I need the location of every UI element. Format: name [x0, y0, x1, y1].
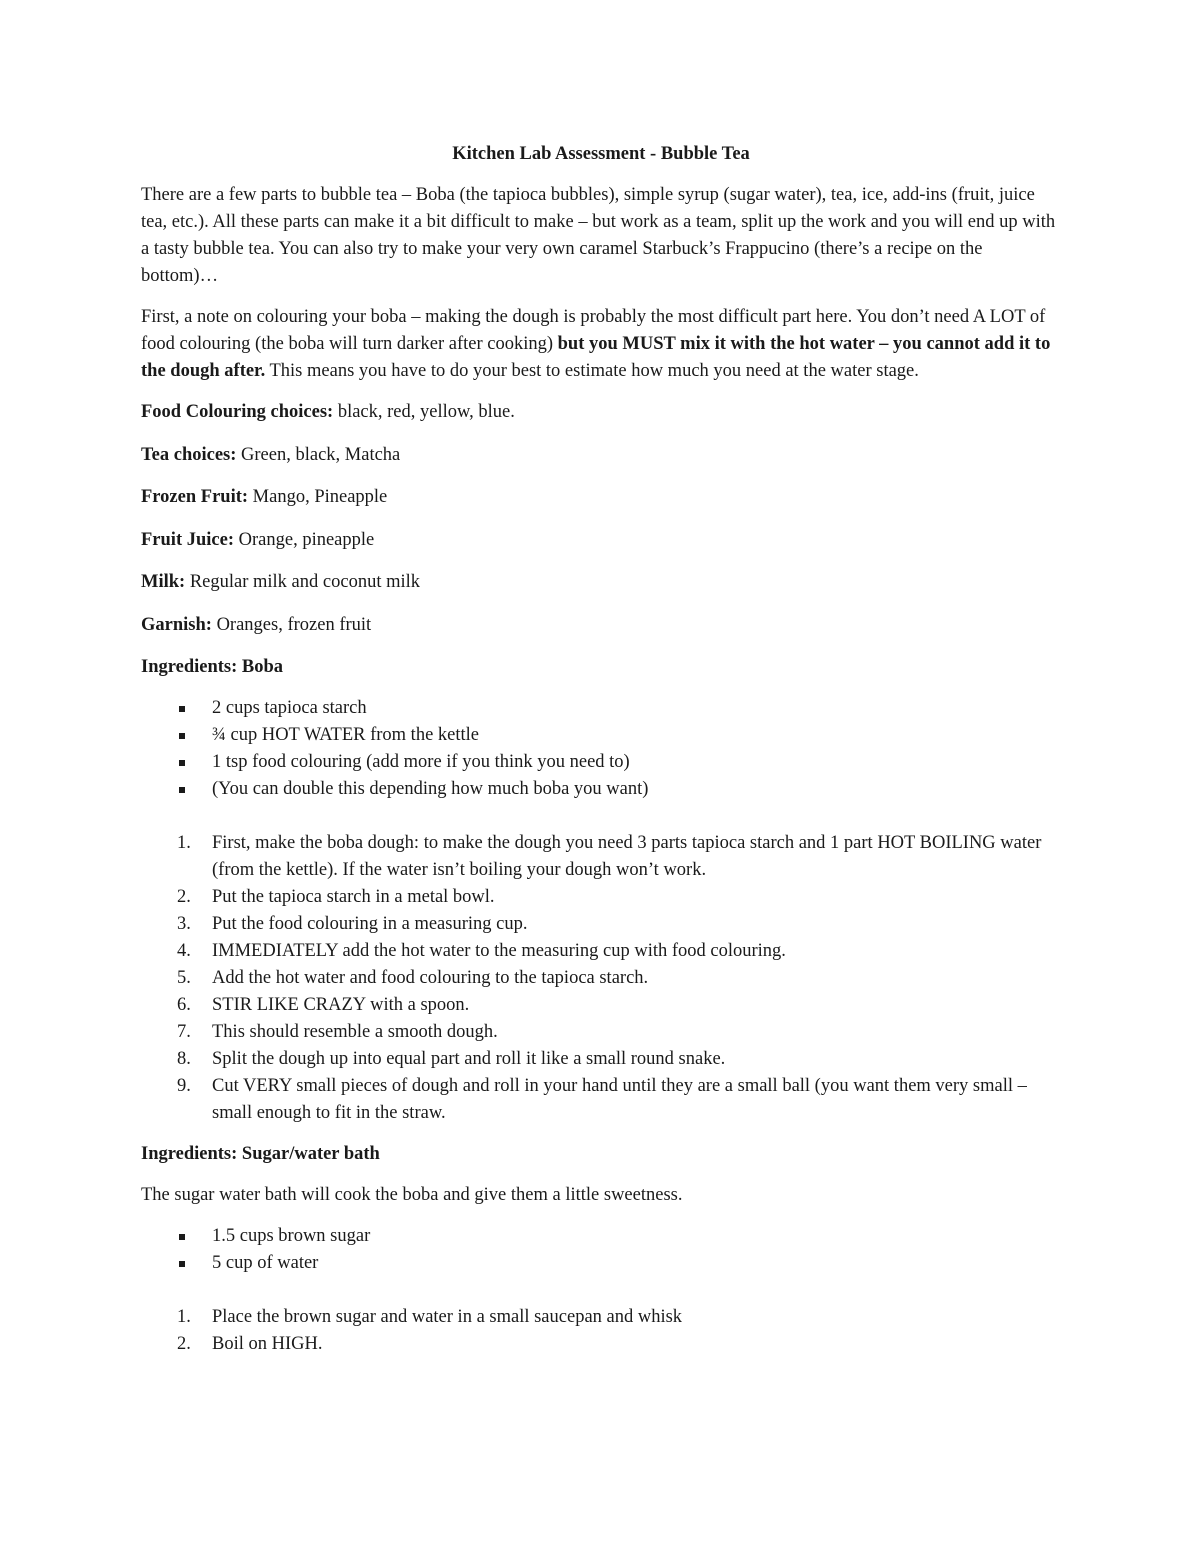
- boba-heading: Ingredients: Boba: [141, 657, 284, 677]
- option-label: Fruit Juice:: [141, 529, 234, 550]
- step-text: STIR LIKE CRAZY with a spoon.: [212, 995, 470, 1015]
- list-item: [141, 1250, 1061, 1277]
- option-value: Regular milk and coconut milk: [185, 572, 421, 592]
- step-text: Cut VERY small pieces of dough and roll in your hand until they are a small ball (you want them very small – small enough to fit in the straw.: [212, 1076, 1027, 1123]
- bullet-icon: [179, 706, 185, 712]
- option-tea: [141, 442, 1061, 469]
- step-text: Add the hot water and food colouring to the tapioca starch.: [212, 968, 649, 988]
- boba-ingredients-list: [141, 695, 1061, 803]
- list-item: [141, 776, 1061, 803]
- boba-steps-list: [141, 830, 1061, 1127]
- note-bold: but you MUST mix it with the hot water – you cannot add it to the dough after.: [141, 334, 1051, 381]
- document-body: [141, 141, 1061, 1358]
- step-number: 2.: [177, 887, 191, 907]
- note-end: This means you have to do your best to estimate how much you need at the water stage.: [265, 361, 919, 381]
- option-label: Milk:: [141, 572, 186, 592]
- list-item-text: 1.5 cups brown sugar: [212, 1226, 371, 1246]
- list-item: [141, 830, 1061, 884]
- list-item: [141, 1223, 1061, 1250]
- intro-paragraph: There are a few parts to bubble tea – Boba (the tapioca bubbles), simple syrup (sugar water), tea, ice, add-ins (fruit, juice tea, etc.). All these parts can make it a bit difficult to make – but work as a team, split up the work and you will end up with a tasty bubble tea. You can also try to make your very own caramel Starbuck’s Frappucino (there’s a recipe on the bottom)…: [141, 185, 1056, 286]
- step-number: 3.: [177, 914, 191, 934]
- sugar-ingredients-list: [141, 1223, 1061, 1277]
- list-item: [141, 1046, 1061, 1073]
- note-start: First, a note on colouring your boba – making the dough is probably the most difficult part here. You don’t need A LOT of food colouring (the boba will turn darker after cooking): [141, 307, 1046, 354]
- step-text: Put the tapioca starch in a metal bowl.: [212, 887, 495, 907]
- list-item: [141, 911, 1061, 938]
- sugar-steps-list: [141, 1304, 1061, 1358]
- option-label: Food Colouring choices:: [141, 402, 334, 422]
- option-value: black, red, yellow, blue.: [333, 402, 515, 422]
- step-number: 1.: [177, 833, 191, 853]
- option-food-colouring: [141, 399, 1061, 426]
- list-item: [141, 965, 1061, 992]
- list-item-text: 5 cup of water: [212, 1253, 319, 1273]
- list-item: [141, 1331, 1061, 1358]
- list-item: [141, 992, 1061, 1019]
- bullet-icon: [179, 1234, 185, 1240]
- bullet-icon: [179, 1261, 185, 1267]
- step-number: 4.: [177, 941, 191, 961]
- step-number: 2.: [177, 1334, 191, 1354]
- sugar-heading: Ingredients: Sugar/water bath: [141, 1144, 380, 1164]
- step-number: 9.: [177, 1076, 191, 1096]
- option-value: Mango, Pineapple: [248, 487, 388, 507]
- step-text: Boil on HIGH.: [212, 1334, 323, 1354]
- option-label: Tea choices:: [141, 444, 237, 465]
- list-item: [141, 695, 1061, 722]
- step-text: This should resemble a smooth dough.: [212, 1022, 498, 1042]
- list-item-text: 2 cups tapioca starch: [212, 698, 367, 718]
- page-title: Kitchen Lab Assessment - Bubble Tea: [452, 144, 750, 164]
- option-fruit-juice: [141, 527, 1061, 554]
- option-milk: [141, 569, 1061, 596]
- step-text: IMMEDIATELY add the hot water to the measuring cup with food colouring.: [212, 941, 786, 961]
- step-number: 7.: [177, 1022, 191, 1042]
- list-item: [141, 722, 1061, 749]
- option-label: Garnish:: [141, 614, 212, 635]
- option-value: Orange, pineapple: [234, 529, 375, 550]
- colouring-note: [141, 304, 1061, 385]
- list-item: [141, 884, 1061, 911]
- option-frozen-fruit: [141, 484, 1061, 511]
- list-item-text: 1 tsp food colouring (add more if you think you need to): [212, 752, 630, 772]
- list-item: [141, 749, 1061, 776]
- step-number: 1.: [177, 1307, 191, 1327]
- step-number: 8.: [177, 1049, 191, 1069]
- list-item-text: (You can double this depending how much boba you want): [212, 779, 649, 799]
- list-item: [141, 1019, 1061, 1046]
- step-number: 6.: [177, 995, 191, 1015]
- list-item-text: ¾ cup HOT WATER from the kettle: [212, 725, 480, 745]
- step-text: Put the food colouring in a measuring cup.: [212, 914, 528, 934]
- bullet-icon: [179, 733, 185, 739]
- option-label: Frozen Fruit:: [141, 487, 249, 507]
- option-value: Oranges, frozen fruit: [211, 614, 372, 635]
- sugar-intro: The sugar water bath will cook the boba and give them a little sweetness.: [141, 1185, 683, 1205]
- step-number: 5.: [177, 968, 191, 988]
- list-item: [141, 1304, 1061, 1331]
- step-text: First, make the boba dough: to make the dough you need 3 parts tapioca starch and 1 part HOT BOILING water (from the kettle). If the water isn’t boiling your dough won’t work.: [212, 833, 1042, 880]
- list-item: [141, 1073, 1061, 1127]
- option-value: Green, black, Matcha: [236, 444, 401, 465]
- step-text: Split the dough up into equal part and roll it like a small round snake.: [212, 1049, 726, 1069]
- list-item: [141, 938, 1061, 965]
- bullet-icon: [179, 760, 185, 766]
- bullet-icon: [179, 787, 185, 793]
- step-text: Place the brown sugar and water in a small saucepan and whisk: [212, 1307, 683, 1327]
- option-garnish: [141, 612, 1061, 639]
